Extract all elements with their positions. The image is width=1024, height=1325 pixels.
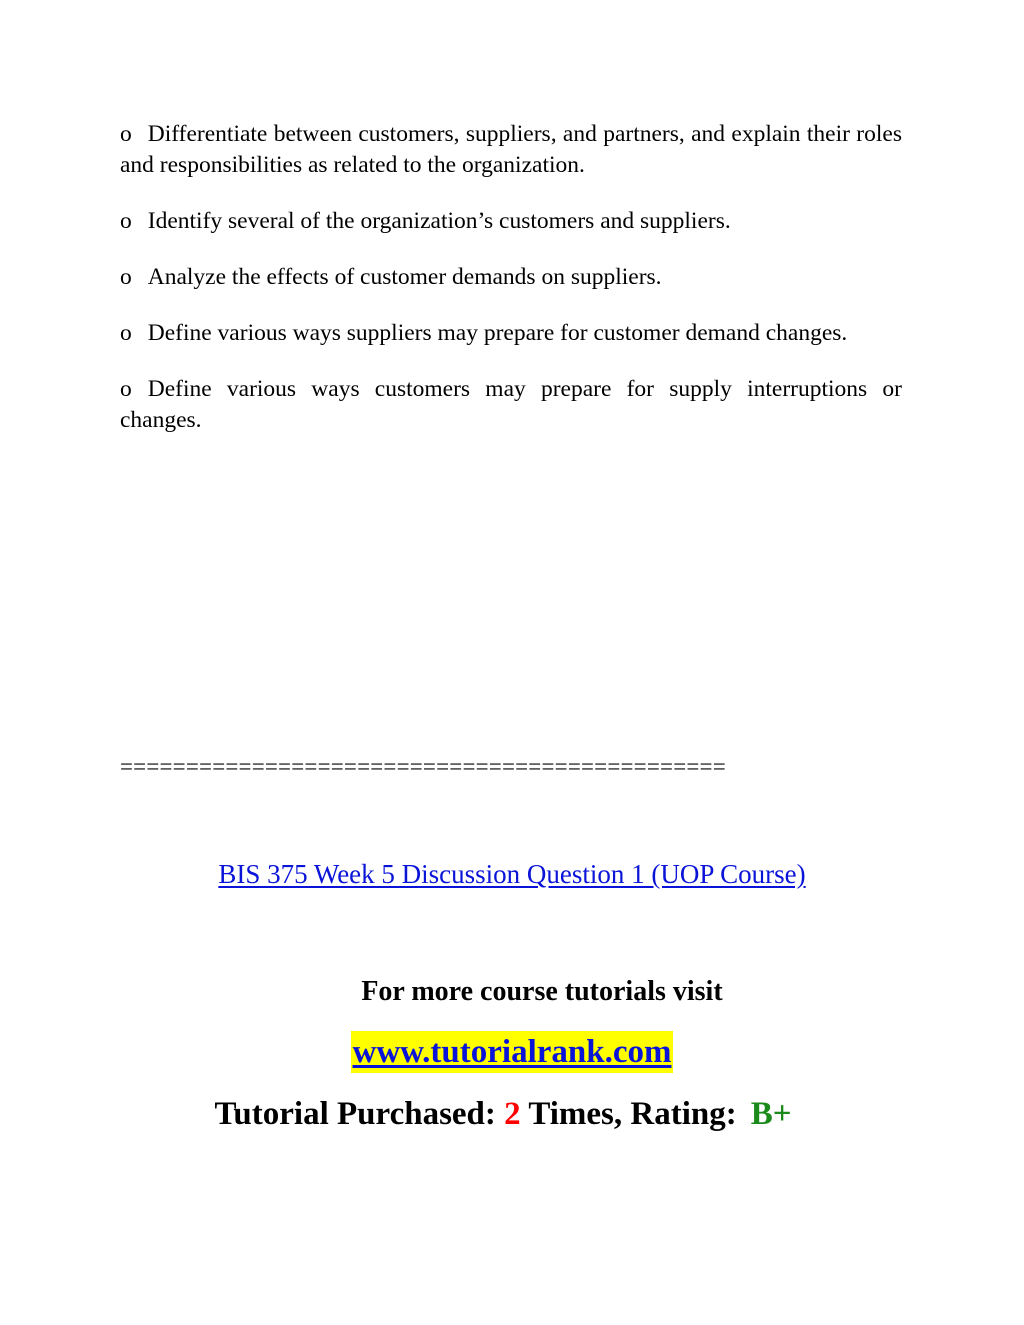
site-link[interactable]: www.tutorialrank.com [351,1031,674,1073]
purchased-label: Tutorial Purchased: [214,1096,496,1132]
bullet-text: Define various ways customers may prepare for supply interruptions or changes. [120,376,902,433]
bullet-text: Define various ways suppliers may prepare for customer demand changes. [147,320,848,346]
bullet-marker: o [120,264,132,290]
rating-value: B+ [750,1096,792,1132]
bullet-item [120,262,902,293]
purchase-info [0,1093,1006,1135]
bullet-item [120,374,902,436]
bullet-item [120,318,902,349]
bullet-marker: o [120,320,132,346]
bullet-marker: o [120,121,132,147]
purchased-count: 2 [504,1096,521,1132]
bullet-text: Identify several of the organization’s customers and suppliers. [147,208,731,234]
separator-line: ============================================== [120,754,726,779]
bullet-text: Differentiate between customers, suppliers, and partners, and explain their roles and responsibilities as related to the organization. [120,121,902,178]
visit-text: For more course tutorials visit [361,976,723,1007]
course-link-container [0,857,1024,891]
bullet-marker: o [120,376,132,402]
bullet-item [120,206,902,237]
times-rating-label: Times, Rating: [528,1096,737,1132]
bullet-item [120,119,902,181]
bullet-list [120,119,902,461]
site-link-container [0,1031,1024,1073]
course-link[interactable]: BIS 375 Week 5 Discussion Question 1 (UOP Course) [218,859,806,889]
bullet-marker: o [120,208,132,234]
bullet-text: Analyze the effects of customer demands on suppliers. [147,264,662,290]
